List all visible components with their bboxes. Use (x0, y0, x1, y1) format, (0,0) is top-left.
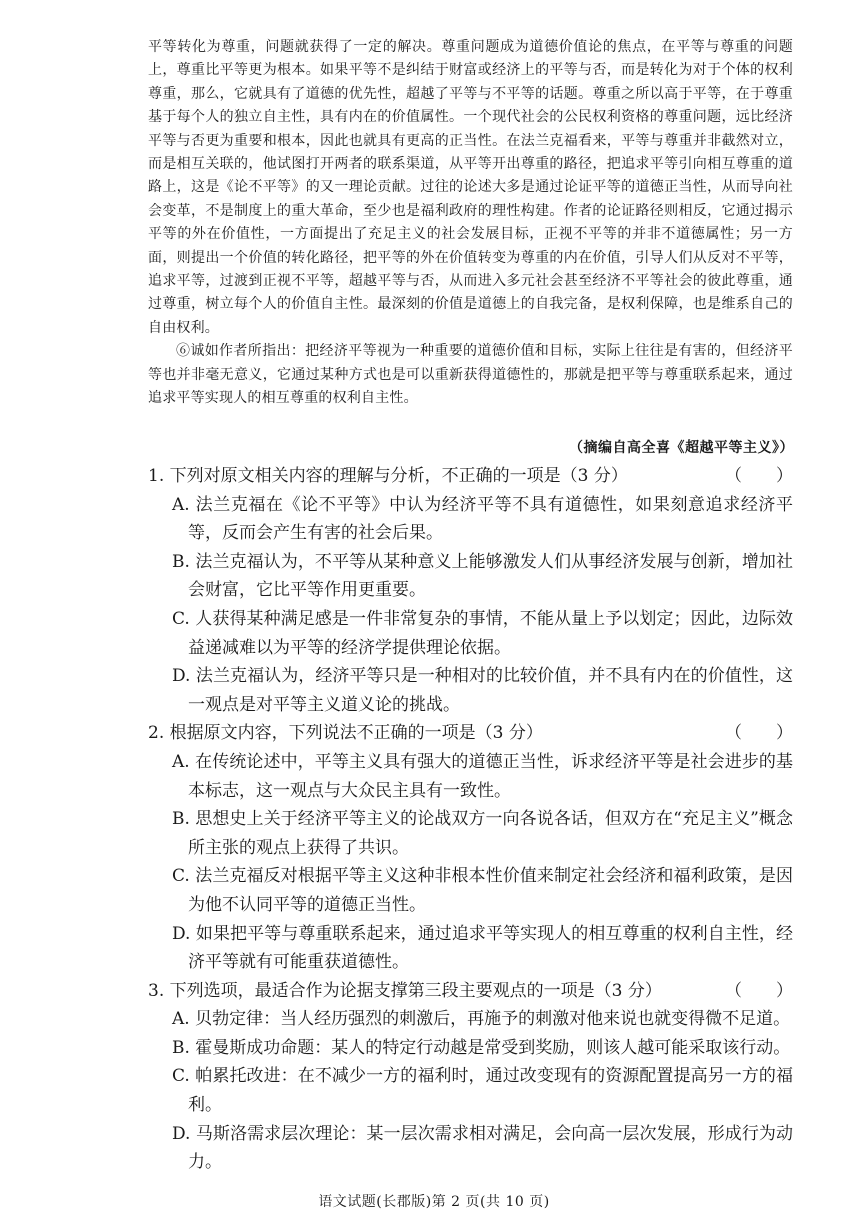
passage-source: （摘编自高全喜《超越平等主义》） (569, 440, 794, 456)
option-c: C. 帕累托改进：在不减少一方的福利时，通过改变现有的资源配置提高另一方的福利。 (172, 1066, 793, 1116)
answer-paren: （ ） (725, 980, 793, 1001)
question-list (148, 462, 793, 1177)
option-d: D. 如果把平等与尊重联系起来，通过追求平等实现人的相互尊重的权利自主性，经济平等就有可能重获道德性。 (172, 923, 793, 973)
page-footer: 语文试题(长郡版)第 2 页(共 10 页) (318, 1194, 550, 1210)
reading-passage (148, 36, 793, 411)
option-c: C. 人获得某种满足感是一件非常复杂的事情，不能从量上予以划定；因此，边际效益递减难以为平等的经济学提供理论依据。 (172, 608, 793, 658)
passage-paragraph: 平等转化为尊重，问题就获得了一定的解决。尊重问题成为道德价值论的焦点，在平等与尊重的问题上，尊重比平等更为根本。如果平等不是纠结于财富或经济上的平等与否，而是转化为对于个体的权利尊重，那么，它就具有了道德的优先性，超越了平等与不平等的话题。尊重之所以高于平等，在于尊重基于每个人的独立自主性，具有内在的价值属性。一个现代社会的公民权利资格的尊重问题，远比经济平等与否更为重要和根本，因此也就具有更高的正当性。在法兰克福看来，平等与尊重并非截然对立，而是相互关联的，他试图打开两者的联系渠道，从平等开出尊重的路径，把追求平等引向相互尊重的道路上，这是《论不平等》的又一理论贡献。过往的论述大多是通过论证平等的道德正当性，从而导向社会变革，不是制度上的重大革命，至少也是福利政府的理性构建。作者的论证路径则相反，它通过揭示平等的外在价值性，一方面提出了充足主义的社会发展目标，正视不平等的并非不道德属性；另一方面，则提出一个价值的转化路径，把平等的外在价值转变为尊重的内在价值，引导人们从反对不平等，追求平等，过渡到正视不平等，超越平等与否，从而进入多元社会甚至经济不平等社会的彼此尊重，通过尊重，树立每个人的价值自主性。最深刻的价值是道德上的自我完备，是权利保障，也是维系自己的自由权利。 (148, 39, 793, 336)
answer-paren: （ ） (725, 723, 793, 744)
question-stem (148, 462, 793, 491)
option-b: B. 思想史上关于经济平等主义的论战双方一向各说各话，但双方在“充足主义”概念所主张的观点上获得了共识。 (172, 809, 793, 858)
option-d: D. 法兰克福认为，经济平等只是一种相对的比较价值，并不具有内在的价值性，这一观点是对平等主义道义论的挑战。 (172, 666, 793, 715)
option-a: A. 在传统论述中，平等主义具有强大的道德正当性，诉求经济平等是社会进步的基本标志，这一观点与大众民主具有一致性。 (172, 751, 793, 801)
option-a: A. 法兰克福在《论不平等》中认为经济平等不具有道德性，如果刻意追求经济平等，反而会产生有害的社会后果。 (172, 494, 793, 544)
question-2 (148, 719, 793, 976)
passage-paragraph: ⑥诚如作者所指出：把经济平等视为一种重要的道德价值和目标，实际上往往是有害的，但经济平等也并非毫无意义，它通过某种方式也是可以重新获得道德性的，那就是把平等与尊重联系起来，通过追求平等实现人的相互尊重的权利自主性。 (148, 343, 793, 407)
option-a: A. 贝勃定律：当人经历强烈的刺激后，再施予的刺激对他来说也就变得微不足道。 (172, 1009, 791, 1030)
question-1 (148, 462, 793, 719)
question-stem (148, 719, 793, 748)
option-d: D. 马斯洛需求层次理论：某一层次需求相对满足，会向高一层次发展，形成行为动力。 (172, 1123, 793, 1173)
option-b: B. 法兰克福认为，不平等从某种意义上能够激发人们从事经济发展与创新，增加社会财富，它比平等作用更重要。 (172, 551, 793, 601)
question-3 (148, 977, 793, 1177)
option-c: C. 法兰克福反对根据平等主义这种非根本性价值来制定社会经济和福利政策，是因为他不认同平等的道德正当性。 (172, 866, 793, 915)
question-stem-text: 3. 下列选项，最适合作为论据支撑第三段主要观点的一项是（3 分） (148, 980, 662, 1001)
answer-paren: （ ） (725, 466, 793, 486)
option-b: B. 霍曼斯成功命题：某人的特定行动越是常受到奖励，则该人越可能采取该行动。 (172, 1037, 791, 1058)
question-stem-text: 1. 下列对原文相关内容的理解与分析，不正确的一项是（3 分） (148, 466, 628, 486)
question-stem-text: 2. 根据原文内容，下列说法不正确的一项是（3 分） (148, 723, 543, 744)
question-stem (148, 977, 793, 1006)
